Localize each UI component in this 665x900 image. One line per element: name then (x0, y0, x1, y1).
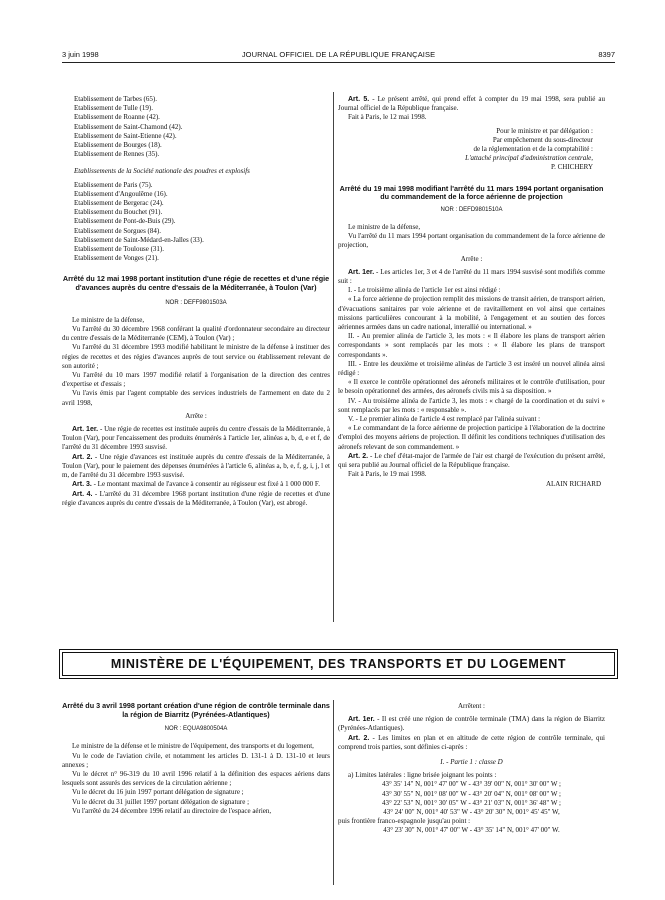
partie-heading: I. - Partie 1 : classe D (440, 758, 503, 767)
right-column-bottom (338, 702, 605, 836)
arrete-3-visas (62, 742, 330, 816)
last-coordinate: 43° 23' 30" N, 001° 47' 00" W - 43° 35' 14" N, 001° 47' 00" W. (383, 826, 560, 835)
arrete-2-articles (338, 268, 605, 470)
arrete-2-title: Arrêté du 19 mai 1998 modifiant l'arrêté du 11 mars 1994 portant organisation du commandement de la force aérienne de projection (339, 183, 604, 202)
etablissement-item: Etablissement de Saint-Chamond (42). (74, 122, 183, 131)
header-date: 3 juin 1998 (62, 50, 99, 59)
article-label: Art. 4. (72, 490, 93, 498)
art-5-text: - Le présent arrêté, qui prend effet à compter du 19 mai 1998, sera publié au Journal officiel de la République française. (338, 95, 605, 113)
arrete-3-art-1-text: - Il est créé une région de contrôle terminale (TMA) dans la région de Biarritz (Pyrénées-Atlantiques). (338, 715, 606, 733)
article-paragraph (338, 332, 605, 360)
art-5 (338, 95, 605, 113)
article-paragraph-label: Art. 1er. (348, 268, 375, 276)
signature-line: de la réglementation et de la comptabilité : (473, 145, 593, 154)
arrete-2-visas (338, 223, 605, 251)
etablissement-item: Etablissement de Tulle (19). (74, 104, 153, 113)
etablissement-list-2 (62, 181, 330, 264)
page-header (62, 50, 615, 62)
article-paragraph (338, 397, 605, 415)
etablissement-item: Etablissement de Rennes (35). (74, 150, 160, 159)
etablissement-item: Etablissement du Bouchet (91). (74, 208, 163, 217)
article-paragraph (338, 424, 605, 452)
etablissement-item: Etablissement de Tarbes (65). (74, 95, 157, 103)
article-paragraph-text: I. - Le troisième alinéa de l'article 1er est ainsi rédigé : (348, 286, 501, 295)
left-column-bottom (62, 702, 330, 816)
article-paragraph (338, 268, 605, 286)
arrete-3-title: Arrêté du 3 avril 1998 portant création d'une région de contrôle terminale dans la région de Biarritz (Pyrénées-Atlantiques) (62, 701, 330, 719)
article-paragraph (338, 378, 605, 396)
article-paragraph-text: IV. - Au troisième alinéa de l'article 3, les mots : « chargé de la coordination et du suivi » sont remplacés par les mots : « responsable ». (338, 396, 605, 414)
etablissement-item: Etablissement de Saint-Médard-en-Jalles (33). (74, 235, 204, 244)
etablissement-item: Etablissement de Toulouse (31). (74, 245, 164, 254)
visa-paragraph: Vu l'arrêté du 24 décembre 1996 relatif au directoire de l'espace aérien, (72, 806, 272, 815)
column-divider-bottom (333, 700, 334, 885)
arrete-3-art-1 (338, 715, 605, 733)
snpe-heading: Etablissements de la Société nationale des poudres et explosifs (74, 167, 250, 176)
etablissement-item: Etablissement de Roanne (42). (74, 113, 160, 122)
etablissement-item: Etablissement de Paris (75). (74, 180, 153, 189)
arrete-3-art-2 (338, 734, 605, 752)
ministry-banner: MINISTÈRE DE L'ÉQUIPEMENT, DES TRANSPORTS ET DU LOGEMENT (62, 652, 615, 676)
article (62, 490, 330, 508)
article-paragraph (338, 295, 605, 332)
arrete-2-arrete-label: Arrête : (460, 254, 483, 263)
signature-line: P. CHICHERY (550, 163, 593, 172)
article (62, 453, 330, 481)
article-paragraph-text: V. - Le premier alinéa de l'article 4 est remplacé par l'alinéa suivant : (348, 415, 541, 424)
article-label: Art. 3. (72, 481, 92, 489)
article-text: - Une régie de recettes est instituée auprès du centre d'essais de la Méditerranée, à Toulon (Var), pour l'encaissement des produits énumérés à l'article 1er, alinéas a, b, d, e et f, de l'arrêté du 31 décembre 1993 susvisé. (62, 425, 330, 452)
arrete-1-arrete-label: Arrête : (185, 411, 207, 420)
right-column-top (338, 95, 605, 489)
article-paragraph (338, 360, 605, 378)
header-rule (62, 62, 615, 63)
arrete-1-visas (62, 316, 330, 408)
article-paragraph-label: Art. 2. (348, 452, 369, 460)
signature-2: ALAIN RICHARD (545, 479, 601, 488)
article-text: - Une régie d'avances est instituée auprès du centre d'essais de la Méditerranée, à Toulon (Var), pour le paiement des dépenses énumérées à l'article 6, alinéas a, b, e, f, g, i, j, l et m, de l'arrêté du 31 décembre 1993 susvisé. (62, 452, 330, 480)
etablissement-list-1 (62, 95, 330, 159)
visa-paragraph: Vu le décret n° 96-319 du 10 avril 1996 relatif à la définition des espaces aériens dans lesquels sont assurés des services de la circulation aérienne ; (62, 770, 330, 788)
left-column-top (62, 95, 330, 508)
article (62, 425, 330, 453)
arrete-2-nor: NOR : DEFD9801510A (440, 206, 503, 213)
arrete-1-nor: NOR : DEFF9801503A (165, 299, 227, 306)
fait-1: Fait à Paris, le 12 mai 1998. (348, 113, 427, 122)
visa-paragraph: Vu l'arrêté du 10 mars 1997 modifié relatif à l'organisation de la direction des centres d'expertise et d'essais ; (62, 371, 330, 389)
fait-2: Fait à Paris, le 19 mai 1998. (348, 470, 427, 479)
arrete-3-art-2-label: Art. 2. (348, 734, 370, 742)
visa-paragraph: Vu l'arrêté du 30 décembre 1968 conférant la qualité d'ordonnateur secondaire au directeur du centre d'essais de la Méditerranée (CEM), à Toulon (Var) ; (62, 325, 330, 343)
header-title: JOURNAL OFFICIEL DE LA RÉPUBLIQUE FRANÇAISE (241, 50, 436, 59)
arrete-3-art-2-text: - Les limites en plan et en altitude de cette région de contrôle terminale, qui comprend trois parties, sont définies ci-après : (338, 733, 606, 751)
etablissement-item: Etablissement de Vonges (21). (74, 254, 159, 263)
arrete-3-nor: NOR : EQUA9800504A (164, 726, 228, 733)
etablissement-item: Etablissement de Sorgues (84). (74, 226, 161, 235)
article-paragraph-text: - Le chef d'état-major de l'armée de l'air est chargé de l'exécution du présent arrêté, qui sera publié au Journal officiel de la République française. (338, 451, 605, 470)
article-text: - Le montant maximal de l'avance à consentir au régisseur est fixé à 1 000 000 F. (91, 480, 320, 489)
article-paragraph (338, 415, 605, 424)
article-paragraph-text: « Il exerce le contrôle opérationnel des aéronefs militaires et le contrôle d'utilisation, pour le besoin opérationnel des armées, des aéronefs civils mis à sa disposition. » (338, 378, 605, 396)
frontiere-text: puis frontière franco-espagnole jusqu'au point : (338, 817, 471, 826)
visa-paragraph: Vu l'avis émis par l'agent comptable des services industriels de l'armement en date du 2 avril 1998, (62, 389, 330, 407)
coordinate-line: 43° 24' 00" N, 001° 40' 53" W - 43° 20' 30" N, 001° 45' 45" W, (383, 808, 560, 817)
signature-line: Par empêchement du sous-directeur (492, 135, 593, 144)
header-page-number: 8397 (598, 50, 615, 59)
arrete-1-articles (62, 425, 330, 508)
signature-line: L'attaché principal d'administration centrale, (465, 154, 593, 163)
arrete-1-title: Arrêté du 12 mai 1998 portant institution d'une régie de recettes et d'une régie d'avances auprès du centre d'essais de la Méditerranée, à Toulon (Var) (62, 274, 330, 293)
visa-paragraph: Le ministre de la défense, (72, 315, 145, 324)
visa-paragraph: Vu l'arrêté du 31 décembre 1993 modifié habilitant le ministre de la défense à instituer des régies de recettes et des régies d'avances auprès de tout service ou établissement relevant de son autorité ; (62, 343, 330, 370)
visa-paragraph: Vu l'arrêté du 11 mars 1994 portant organisation du commandement de la force aérienne de projection, (338, 232, 605, 250)
article-paragraph (338, 286, 605, 295)
etablissement-item: Etablissement de Bourges (18). (74, 141, 162, 150)
etablissement-item: Etablissement de Bergerac (24). (74, 199, 164, 208)
coordinate-list (338, 780, 605, 817)
article-label: Art. 2. (72, 453, 93, 461)
article-label: Art. 1er. (72, 426, 99, 434)
signature-line: Pour le ministre et par délégation : (496, 126, 593, 135)
visa-paragraph: Le ministre de la défense et le ministre de l'équipement, des transports et du logement, (72, 742, 314, 751)
article-paragraph-text: « Le commandant de la force aérienne de projection participe à l'élaboration de la doctrine d'emploi des moyens aériens de projection. Il définit les conditions techniques d'utilisation des aéronefs relevant de son commandement. » (338, 424, 605, 451)
article-paragraph-text: « La force aérienne de projection remplit des missions de transit aérien, de transport aérien, d'évacuations sanitaires par voie aérienne et de ravitaillement en vol ainsi que certaines missions particulières concourant à la mobilité, à l'engagement et au soutien des forces aériennes armées dans un cadre national, interallié ou international. » (338, 295, 605, 332)
art-5-label: Art. 5. (348, 96, 370, 103)
article-text: - L'arrêté du 31 décembre 1968 portant institution d'une régie de recettes et d'une régie d'avances auprès du centre d'essais de la Méditerranée, à Toulon (Var), est abrogé. (62, 489, 330, 507)
article-paragraph-text: II. - Au premier alinéa de l'article 3, les mots : « Il élabore les plans de transport aérien correspondants » sont remplacés par les mots : « Il élabore les plans de transport correspondants ». (338, 332, 605, 359)
article-paragraph-text: III. - Entre les deuxième et troisième alinéas de l'article 3 est inséré un nouvel alinéa ainsi rédigé : (338, 359, 605, 378)
arrete-3-art-1-label: Art. 1er. (348, 716, 375, 724)
visa-paragraph: Vu le code de l'aviation civile, et notamment les articles D. 131-1 à D. 131-10 et leurs annexes ; (62, 751, 330, 769)
article-paragraph-text: - Les articles 1er, 3 et 4 de l'arrêté du 11 mars 1994 susvisé sont modifiés comme suit : (338, 267, 605, 286)
visa-paragraph: Vu le décret du 16 juin 1997 portant délégation de signature ; (72, 788, 244, 797)
limites-laterales: a) Limites latérales : ligne brisée joignant les points : (348, 771, 497, 780)
coordinate-line: 43° 30' 55" N, 001° 08' 00" W - 43° 20' 04" N, 001° 08' 00" W ; (381, 789, 562, 798)
signature-block-1 (338, 127, 605, 173)
etablissement-item: Etablissement de Pont-de-Buis (29). (74, 217, 176, 226)
arretent-label: Arrêtent : (457, 702, 485, 710)
visa-paragraph: Vu le décret du 31 juillet 1997 portant délégation de signature ; (72, 797, 250, 806)
visa-paragraph: Le ministre de la défense, (348, 223, 421, 232)
coordinate-line: 43° 35' 14" N, 001° 47' 00" W - 43° 39' 00" N, 001° 30' 00" W ; (381, 780, 562, 789)
column-divider-top (333, 92, 334, 622)
etablissement-item: Etablissement de Saint-Etienne (42). (74, 131, 177, 140)
article-paragraph (338, 452, 605, 470)
etablissement-item: Etablissement d'Angoulême (16). (74, 189, 168, 198)
article (62, 480, 330, 489)
coordinate-line: 43° 22' 53" N, 001° 30' 05" W - 43° 21' 03" N, 001° 36' 48" W ; (381, 798, 562, 807)
